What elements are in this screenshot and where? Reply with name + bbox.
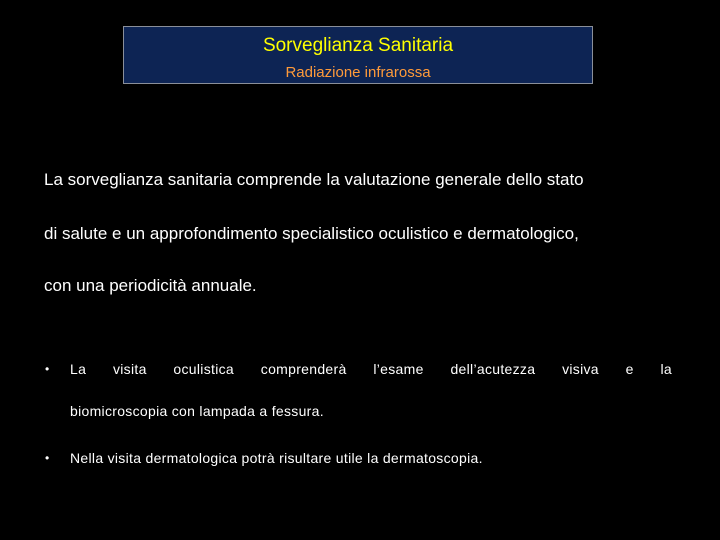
bullet-item-acuity-continuation: biomicroscopia con lampada a fessura. bbox=[70, 403, 324, 419]
bullet-item-dermatoscopy: Nella visita dermatologica potrà risultare utile la dermatoscopia. bbox=[70, 450, 483, 466]
title-box bbox=[123, 26, 593, 84]
bullet-word: La bbox=[70, 361, 87, 377]
bullet-word: visita bbox=[112, 361, 147, 377]
slide-title: Sorveglianza Sanitaria bbox=[262, 35, 454, 56]
bullet-word: la bbox=[660, 361, 672, 377]
bullet-word: l’esame bbox=[373, 361, 424, 377]
slide-subtitle: Radiazione infrarossa bbox=[285, 64, 431, 81]
intro-line: con una periodicità annuale. bbox=[44, 276, 257, 295]
bullet-word: visiva bbox=[562, 361, 599, 377]
bullet-word: comprenderà bbox=[260, 361, 347, 377]
bullet-word: e bbox=[625, 361, 634, 377]
bullet-marker: • bbox=[45, 451, 50, 465]
intro-line: di salute e un approfondimento specialistico oculistico e dermatologico, bbox=[44, 224, 579, 243]
intro-line: La sorveglianza sanitaria comprende la valutazione generale dello stato bbox=[44, 170, 584, 189]
bullet-item-acuity bbox=[70, 361, 672, 377]
bullet-word: oculistica bbox=[173, 361, 235, 377]
bullet-marker: • bbox=[45, 362, 50, 376]
bullet-word: dell’acutezza bbox=[450, 361, 536, 377]
